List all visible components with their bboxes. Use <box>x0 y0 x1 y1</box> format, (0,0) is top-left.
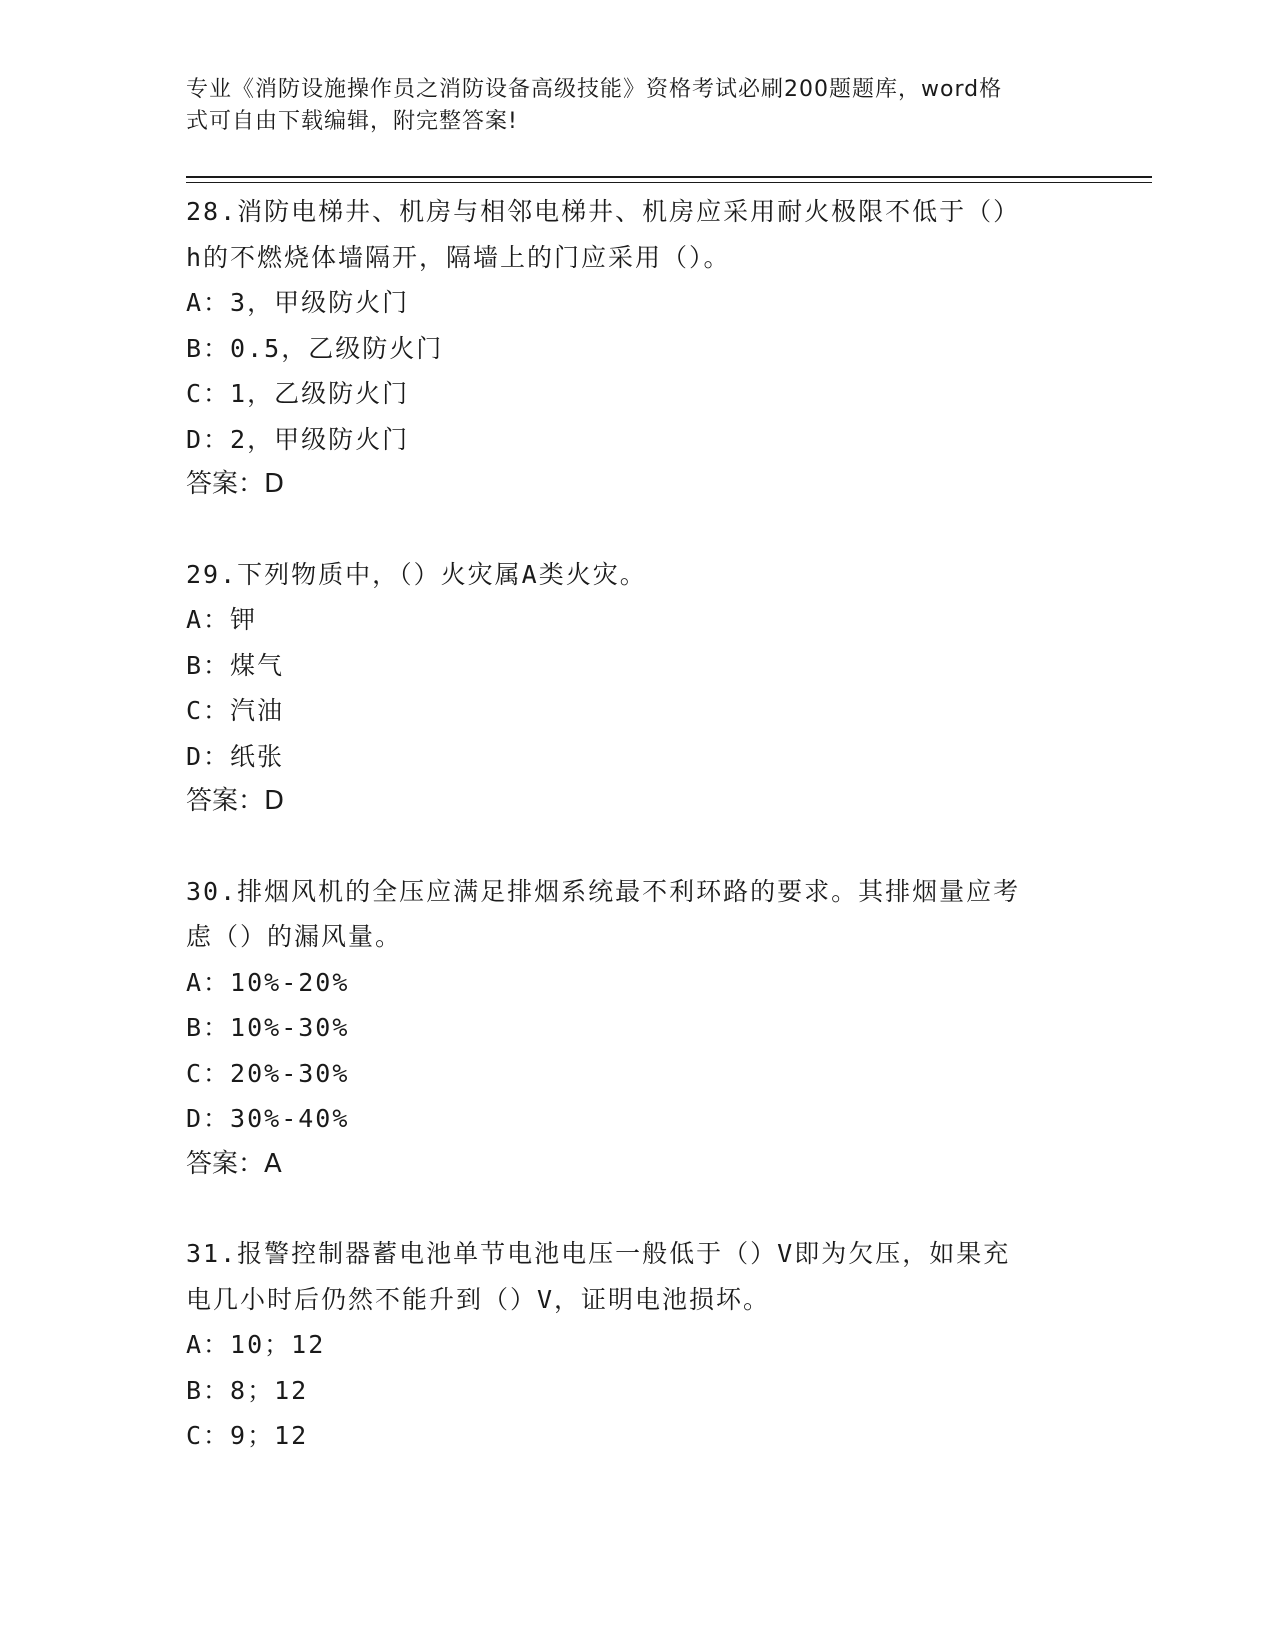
option-b: B：煤气 <box>186 650 285 680</box>
header-line-2: 式可自由下载编辑，附完整答案! <box>186 109 518 134</box>
question-31 <box>186 1231 1086 1459</box>
option-b: B：10%-30% <box>186 1013 350 1042</box>
option-a: A：3，甲级防火门 <box>186 288 410 317</box>
option-c: C：9；12 <box>186 1421 309 1450</box>
question-text-line: 电几小时后仍然不能升到（）V，证明电池损坏。 <box>186 1284 771 1314</box>
option-b: B：8；12 <box>186 1375 309 1405</box>
header-divider-thick <box>186 176 1152 178</box>
question-28 <box>186 189 1086 508</box>
question-spacer <box>186 825 1086 869</box>
option-d: D：30%-40% <box>186 1104 350 1133</box>
question-list <box>186 189 1086 1459</box>
question-29 <box>186 552 1086 825</box>
question-text-line: 28.消防电梯井、机房与相邻电梯井、机房应采用耐火极限不低于（） <box>186 197 1021 226</box>
option-a: A：10；12 <box>186 1330 326 1359</box>
question-spacer <box>186 508 1086 552</box>
option-c: C：汽油 <box>186 696 285 725</box>
option-a: A：钾 <box>186 605 258 634</box>
answer-line: 答案：A <box>186 1148 282 1179</box>
option-c: C：20%-30% <box>186 1058 350 1088</box>
option-d: D：2，甲级防火门 <box>186 424 410 454</box>
question-text-line: h的不燃烧体墙隔开，隔墙上的门应采用（）。 <box>186 242 731 272</box>
option-b: B：0.5，乙级防火门 <box>186 333 444 363</box>
question-text-line: 31.报警控制器蓄电池单节电池电压一般低于（）V即为欠压，如果充 <box>186 1239 1011 1268</box>
answer-line: 答案：D <box>186 786 285 816</box>
option-c: C：1，乙级防火门 <box>186 379 410 408</box>
header-divider-thin <box>186 182 1152 183</box>
option-d: D：纸张 <box>186 741 285 771</box>
document-header <box>186 74 1066 138</box>
question-spacer <box>186 1187 1086 1231</box>
question-30 <box>186 869 1086 1188</box>
question-text-line: 29.下列物质中，（）火灾属A类火灾。 <box>186 559 647 589</box>
question-text-line: 虑（）的漏风量。 <box>186 922 403 951</box>
option-a: A：10%-20% <box>186 967 350 997</box>
question-text-line: 30.排烟风机的全压应满足排烟系统最不利环路的要求。其排烟量应考 <box>186 876 1021 906</box>
answer-line: 答案：D <box>186 469 285 499</box>
header-line-1: 专业《消防设施操作员之消防设备高级技能》资格考试必刷200题题库，word格 <box>186 77 1003 102</box>
